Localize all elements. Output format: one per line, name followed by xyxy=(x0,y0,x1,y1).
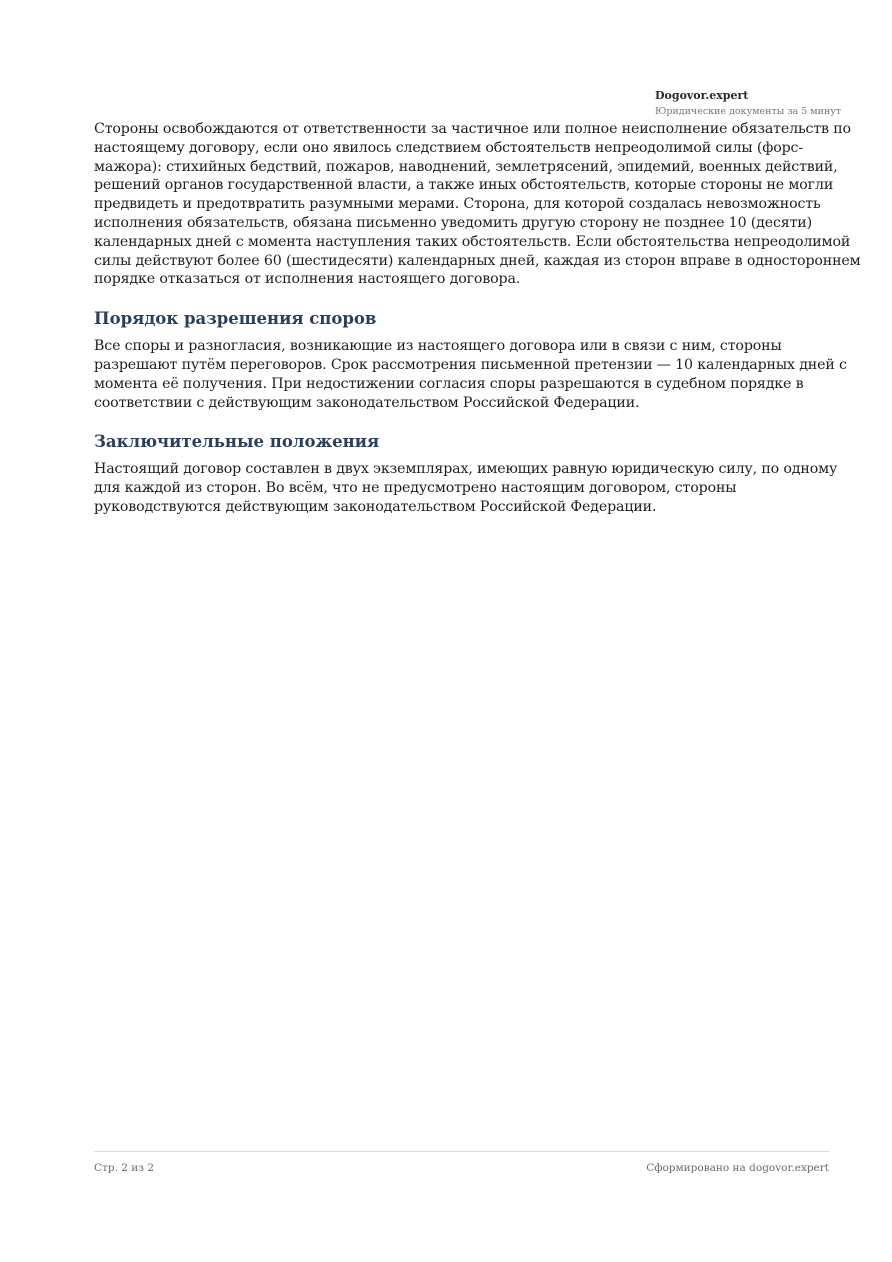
disputes-paragraph: Все споры и разногласия, возникающие из настоящего договора или в связи с ним, стороны разрешают путём переговоров. Срок рассмотрения письменной претензии — 10 календарных дней с момента её получения. При недостижении согласия споры разрешаются в судебном порядке в соответствии с действующим законодательством Российской Федерации. xyxy=(94,338,847,411)
force-majeure-paragraph: Стороны освобождаются от ответственности за частичное или полное неисполнение обязательств по настоящему договору, если оно явилось следствием обстоятельств непреодолимой силы (форс-мажора): стихийных бедствий, пожаров, наводнений, землетрясений, эпидемий, военных действий, решений органов государственной власти, а также иных обстоятельств, которые стороны не могли предвидеть и предотвратить разумными мерами. Сторона, для которой создалась невозможность исполнения обязательств, обязана письменно уведомить другую сторону не позднее 10 (десяти) календарных дней с момента наступления таких обстоятельств. Если обстоятельства непреодолимой силы действуют более 60 (шестидесяти) календарных дней, каждая из сторон вправе в одностороннем порядке отказаться от исполнения настоящего договора. xyxy=(94,121,861,288)
final-provisions-paragraph: Настоящий договор составлен в двух экземплярах, имеющих равную юридическую силу, по одному для каждой из сторон. Во всём, что не предусмотрено настоящим договором, стороны руководствуются действующим законодательством Российской Федерации. xyxy=(94,461,838,515)
disputes-heading: Порядок разрешения споров xyxy=(94,309,377,329)
footer-divider xyxy=(94,1151,829,1152)
page-number: Стр. 2 из 2 xyxy=(94,1162,155,1174)
generated-by-label: Сформировано на dogovor.expert xyxy=(646,1162,829,1174)
page-header-brand xyxy=(655,88,855,119)
final-provisions-heading: Заключительные положения xyxy=(94,432,380,452)
document-body xyxy=(94,120,866,517)
brand-name: Dogovor.expert xyxy=(655,89,749,102)
brand-tagline: Юридические документы за 5 минут xyxy=(655,106,842,117)
